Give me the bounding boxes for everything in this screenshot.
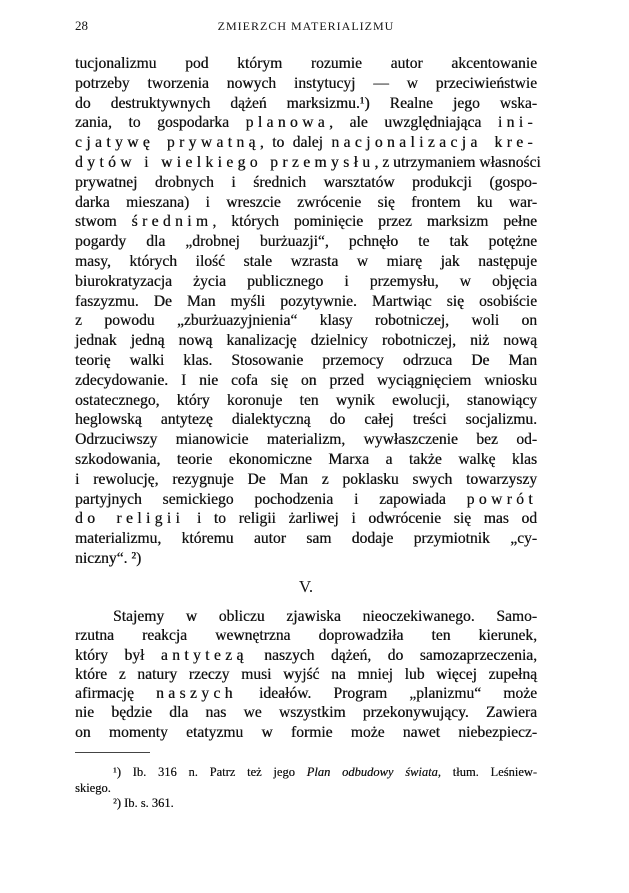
text-line	[75, 391, 537, 411]
spaced-emphasis: naszych	[156, 685, 237, 703]
text-segment: jednak jedną nową kanalizację dzielnicy robotniczej, niż nową	[75, 332, 537, 350]
text-line	[75, 232, 537, 252]
text-segment: pogardy dla „drobnej burżuazji“, pchnęło te tak potężne	[75, 233, 537, 251]
text-line	[75, 781, 537, 797]
spaced-emphasis: cjatywę prywatną	[75, 134, 260, 152]
text-segment: darka mieszana) i wreszcie zwrócenie się frontem ku war-	[75, 193, 537, 211]
text-segment: masy, których ilość stale wzrasta w miarę jak następuje	[75, 252, 537, 270]
text-line	[75, 292, 537, 312]
text-line	[75, 371, 537, 391]
text-segment: ²) Ib. s. 361.	[113, 796, 174, 810]
text-line	[75, 272, 537, 292]
spaced-emphasis: średnim	[131, 213, 213, 231]
text-segment: nie będzie dla nas we wszystkim przekonywujący. Zawiera	[75, 704, 537, 722]
text-line	[75, 311, 537, 331]
text-segment: ideałów. Program „planizmu“ może	[236, 685, 537, 703]
text-line	[75, 723, 537, 742]
text-segment: afirmację	[75, 685, 157, 703]
text-segment: do destruktywnych dążeń marksizmu.¹) Realne jego wska-	[75, 94, 537, 112]
text-segment: , ale uwzględniająca	[329, 114, 498, 132]
text-line	[75, 665, 537, 684]
text-segment: , z utrzymaniem własności	[374, 153, 541, 171]
spaced-emphasis: nacjonalizacja kre-	[331, 134, 537, 152]
text-line	[75, 626, 537, 645]
text-line	[75, 252, 537, 272]
text-line	[75, 549, 537, 569]
text-segment: ostatecznego, który koronuje ten wynik ewolucji, stanowiący	[75, 391, 537, 409]
text-line	[75, 509, 537, 529]
text-segment: , to dalej	[259, 134, 332, 152]
footnote-divider	[75, 752, 150, 753]
text-segment: biurokratyzacja życia publicznego i przemysłu, w objęcia	[75, 272, 537, 290]
text-segment: niczny“. ²)	[75, 549, 142, 567]
text-line	[75, 173, 537, 193]
text-segment: materializmu, któremu autor sam dodaje przymiotnik „cy-	[75, 530, 537, 548]
text-line	[75, 765, 537, 781]
spaced-emphasis: powrót	[466, 490, 537, 508]
text-line	[75, 133, 537, 153]
text-segment: potrzeby tworzenia nowych instytucyj — w przeciwieństwie	[75, 74, 537, 92]
page-number: 28	[75, 18, 88, 33]
text-segment: Stajemy w obliczu zjawiska nieoczekiwanego. Samo-	[113, 608, 537, 625]
text-line	[75, 113, 537, 133]
spaced-emphasis: do religii	[75, 510, 185, 528]
text-segment: rzutna reakcja wewnętrzna doprowadziła ten kierunek,	[75, 627, 537, 645]
text-segment: teorię walki klas. Stosowanie przemocy odrzuca De Man	[75, 351, 537, 369]
text-segment: skiego.	[75, 780, 111, 795]
text-line	[75, 94, 537, 114]
text-line	[75, 193, 537, 213]
text-segment: ¹) Ib. 316 n. Patrz też jego	[113, 765, 307, 779]
text-line	[75, 796, 537, 812]
text-segment: i rewolucję, rezygnuje De Man z poklasku swych towarzyszy	[75, 470, 537, 488]
text-segment: heglowską antytezę dialektyczną do całej treści socjalizmu.	[75, 411, 537, 429]
text-segment: faszyzmu. De Man myśli pozytywnie. Martwiąc się osobiście	[75, 292, 537, 310]
text-line	[75, 703, 537, 722]
text-segment: Odrzuciwszy mianowicie materializm, wywłaszczenie bez od-	[75, 431, 537, 449]
text-segment: prywatnej drobnych i średnich warsztatów produkcji (gospo-	[75, 173, 537, 191]
text-segment: on momenty etatyzmu w formie może nawet niebezpiecz-	[75, 723, 537, 741]
text-segment: zania, to gospodarka	[75, 114, 246, 132]
text-segment: i to religii żarliwej i odwrócenie się mas od	[184, 510, 538, 528]
spaced-emphasis: ini-	[497, 114, 537, 132]
text-line	[75, 54, 537, 74]
text-line	[75, 470, 537, 490]
text-line	[75, 153, 541, 173]
text-segment: naszych dążeń, do samozaprzeczenia,	[247, 646, 537, 664]
paragraph-1	[75, 54, 541, 569]
text-line	[75, 529, 537, 549]
text-line	[75, 331, 537, 351]
text-segment: stwom	[75, 213, 132, 231]
text-line	[75, 646, 537, 665]
spaced-emphasis: antytezą	[160, 646, 248, 664]
text-segment: tucjonalizmu pod którym rozumie autor akcentowanie	[75, 55, 537, 72]
text-segment: z powodu „zburżuazyjnienia“ klasy robotniczej, woli on	[75, 312, 537, 330]
text-line	[75, 430, 537, 450]
text-segment: partyjnych semickiego pochodzenia i zapowiada	[75, 490, 467, 508]
italic-title: Plan odbudowy świata,	[306, 765, 441, 779]
footnotes	[75, 765, 537, 812]
spaced-emphasis: planowa	[245, 114, 330, 132]
text-line	[75, 74, 537, 94]
text-line	[75, 351, 537, 371]
text-segment: zdecydowanie. I nie cofa się on przed wyciągnięciem wniosku	[75, 371, 537, 389]
text-segment: szkodowania, teorie ekonomiczne Marxa a także walkę klas	[75, 450, 537, 468]
text-segment: który był	[75, 646, 161, 664]
text-line	[75, 450, 537, 470]
running-header	[75, 18, 537, 36]
text-line	[75, 607, 537, 626]
text-line	[75, 490, 537, 510]
running-title: ZMIERZCH MATERIALIZMU	[217, 19, 395, 33]
text-segment: tłum. Leśniew-	[440, 765, 537, 779]
text-segment: które z natury rzeczy musi wyjść na mniej lub więcej zupełną	[75, 665, 537, 683]
section-heading: V.	[298, 577, 314, 596]
text-line	[75, 684, 537, 703]
paragraph-2	[75, 607, 537, 742]
text-line	[75, 410, 537, 430]
spaced-emphasis: dytów i wielkiego przemysłu	[75, 153, 375, 171]
text-line	[75, 212, 537, 232]
text-segment: , których pominięcie przez marksizm pełne	[212, 213, 537, 231]
